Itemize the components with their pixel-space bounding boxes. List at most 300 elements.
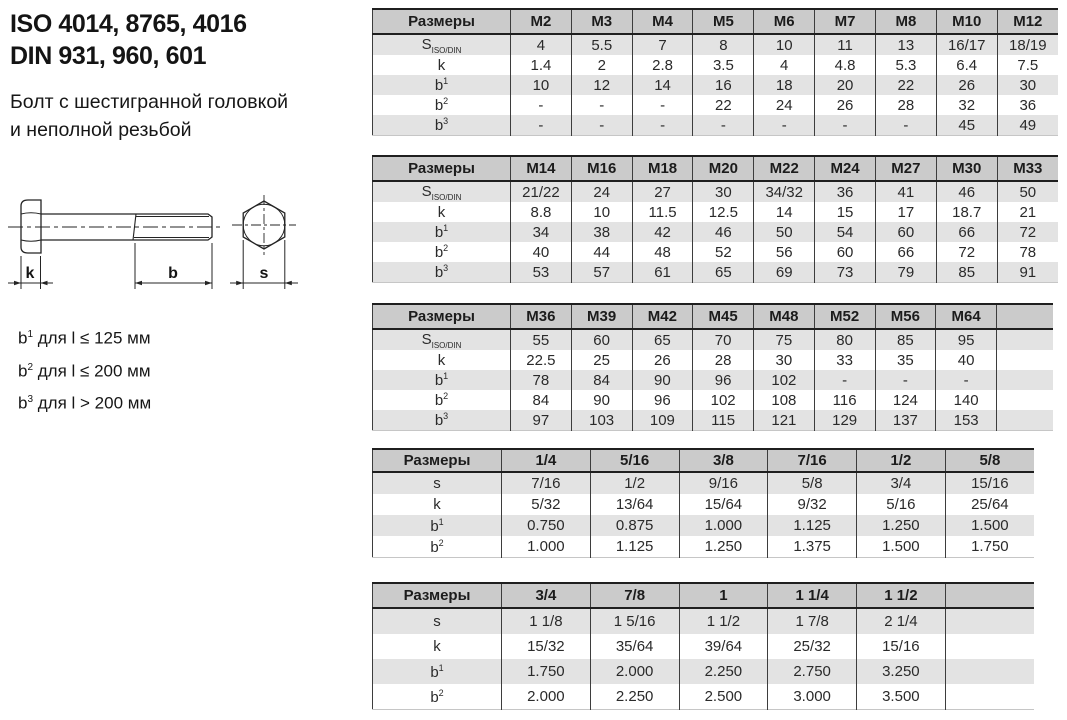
table-cell: 22	[875, 75, 936, 95]
footnote-line: $b^1$ для l ≤ 125 мм	[18, 328, 151, 348]
row-label: s	[373, 608, 502, 634]
description-line-1: Болт с шестигранной головкой	[10, 91, 289, 113]
din-standards-line: DIN 931, 960, 601	[10, 42, 207, 70]
table-header-size: M2	[511, 9, 572, 34]
row-label: $S_{ISO/DIN}$	[373, 181, 511, 202]
table-cell-empty	[945, 684, 1034, 710]
table-header-size: M36	[511, 304, 572, 329]
table-cell: 96	[693, 370, 754, 390]
table-cell: 18/19	[997, 34, 1058, 55]
table-cell: 9/32	[768, 494, 857, 515]
table-header-size: M39	[571, 304, 632, 329]
table-cell: 78	[997, 242, 1058, 262]
table-cell: 50	[754, 222, 815, 242]
table-cell: 95	[936, 329, 997, 350]
table-cell: 28	[693, 350, 754, 370]
arrowhead	[285, 281, 292, 286]
table-cell: 3.000	[768, 684, 857, 710]
table-cell: 1.500	[857, 536, 946, 558]
table-header-empty	[997, 304, 1054, 329]
table-cell: 15/64	[679, 494, 768, 515]
table-cell: 75	[754, 329, 815, 350]
table-cell: 7.5	[997, 55, 1058, 75]
table-cell: 25/64	[945, 494, 1034, 515]
row-label: $b^1$	[373, 515, 502, 536]
table-cell: 69	[754, 262, 815, 283]
table-cell: 91	[997, 262, 1058, 283]
table-cell: 124	[875, 390, 936, 410]
table-header-size: M4	[632, 9, 693, 34]
table-cell: 60	[815, 242, 876, 262]
table-inch-threequarter-to-oneandhalf	[372, 582, 1034, 710]
table-cell: 102	[754, 370, 815, 390]
table-cell: 1.250	[857, 515, 946, 536]
table-cell: -	[511, 115, 572, 136]
table-cell: 4	[754, 55, 815, 75]
bolt-end-view	[232, 195, 296, 255]
table-header-size: 1 1/4	[768, 583, 857, 608]
table-metric-m36-m64	[372, 303, 1053, 431]
table-cell: 48	[632, 242, 693, 262]
table-row	[373, 410, 1054, 431]
table-cell: 2.750	[768, 659, 857, 684]
table-cell: 3.250	[857, 659, 946, 684]
row-label: $b^1$	[373, 222, 511, 242]
row-label: k	[437, 203, 446, 221]
table-cell: 20	[815, 75, 876, 95]
table-row	[373, 370, 1054, 390]
row-label: s	[373, 472, 502, 494]
row-label: $b^2$	[434, 243, 449, 261]
footnote-line: $b^3$ для l > 200 мм	[18, 393, 152, 413]
table-row	[373, 329, 1054, 350]
table-cell: 9/16	[679, 472, 768, 494]
table-cell: 78	[511, 370, 572, 390]
table-header-size: M48	[754, 304, 815, 329]
table-cell: 12	[571, 75, 632, 95]
table-header-size: M5	[693, 9, 754, 34]
footnotes	[18, 320, 151, 418]
table-cell: 52	[693, 242, 754, 262]
table-cell-empty	[997, 370, 1054, 390]
table-cell: 1.250	[679, 536, 768, 558]
table-cell: 61	[632, 262, 693, 283]
table-cell: 5.5	[571, 34, 632, 55]
table-cell: 73	[815, 262, 876, 283]
row-label: k	[433, 496, 441, 513]
table-cell-empty	[997, 350, 1054, 370]
table-cell: 97	[511, 410, 572, 431]
table-cell: -	[571, 115, 632, 136]
table-header-size: M64	[936, 304, 997, 329]
bolt-head-facet-top	[21, 213, 41, 214]
table-header-size: M56	[875, 304, 936, 329]
table-cell: 32	[936, 95, 997, 115]
iso-standards-line: ISO 4014, 8765, 4016	[10, 10, 247, 38]
table-cell: 21/22	[511, 181, 572, 202]
table-cell: 1 5/16	[590, 608, 679, 634]
table-cell: 2.250	[590, 684, 679, 710]
table-cell: 90	[632, 370, 693, 390]
table-cell: 40	[511, 242, 572, 262]
table-cell: 85	[936, 262, 997, 283]
table-header-size: 5/8	[945, 449, 1034, 472]
row-label: $b^3$	[373, 262, 511, 283]
table-cell: 84	[571, 370, 632, 390]
table-cell: 1.000	[502, 536, 591, 558]
table-cell: 10	[754, 34, 815, 55]
table-row	[373, 684, 1035, 710]
table-cell: 103	[571, 410, 632, 431]
table-header-size: M52	[814, 304, 875, 329]
table-cell: 153	[936, 410, 997, 431]
table-cell: 1.375	[768, 536, 857, 558]
table-header-empty	[945, 583, 1034, 608]
table-cell: 7	[632, 34, 693, 55]
table-row	[373, 472, 1035, 494]
table-cell: 4.8	[815, 55, 876, 75]
table-row	[373, 494, 1035, 515]
table-cell: 28	[875, 95, 936, 115]
table-cell: 34	[511, 222, 572, 242]
table-cell: 109	[632, 410, 693, 431]
table-row	[373, 536, 1035, 558]
table-row	[373, 95, 1059, 115]
table-cell: 80	[814, 329, 875, 350]
table-cell: 11.5	[632, 202, 693, 222]
table-cell: 15/16	[945, 472, 1034, 494]
table-cell: 5/32	[502, 494, 591, 515]
table-cell: -	[632, 115, 693, 136]
row-label: k	[437, 351, 446, 369]
table-cell: 16	[693, 75, 754, 95]
dimension-b	[135, 243, 212, 289]
table-header-size: M20	[693, 156, 754, 181]
table-header-size: 3/8	[679, 449, 768, 472]
table-cell: 3.5	[693, 55, 754, 75]
table-cell: 102	[693, 390, 754, 410]
table-cell: 90	[571, 390, 632, 410]
table-cell: 15	[815, 202, 876, 222]
table-row	[373, 34, 1059, 55]
table-header-size: M8	[875, 9, 936, 34]
table-cell: 2.000	[590, 659, 679, 684]
table-cell: 17	[875, 202, 936, 222]
table-cell: 137	[875, 410, 936, 431]
description-line-2: и неполной резьбой	[10, 119, 192, 141]
table-cell: 46	[936, 181, 997, 202]
table-cell: 5/16	[857, 494, 946, 515]
table-cell: 35/64	[590, 634, 679, 659]
bolt-technical-drawing	[2, 190, 332, 312]
table-cell: 24	[754, 95, 815, 115]
table-cell: 13	[875, 34, 936, 55]
table-cell: 30	[754, 350, 815, 370]
table-cell-empty	[945, 634, 1034, 659]
table-row	[373, 115, 1059, 136]
table-cell: 2 1/4	[857, 608, 946, 634]
table-row	[373, 242, 1059, 262]
table-row	[373, 634, 1035, 659]
table-cell: -	[875, 370, 936, 390]
table-header-size: 1	[679, 583, 768, 608]
table-cell: -	[814, 370, 875, 390]
table-inch-quarter-to-fiveeighths	[372, 448, 1034, 558]
table-cell: 39/64	[679, 634, 768, 659]
table-cell: 33	[814, 350, 875, 370]
table-row	[373, 75, 1059, 95]
table-header-size: 3/4	[502, 583, 591, 608]
table-header-size: 7/16	[768, 449, 857, 472]
table-cell: 54	[815, 222, 876, 242]
table-cell: 21	[997, 202, 1058, 222]
table-cell: 3.500	[857, 684, 946, 710]
bolt-head-facet-bottom	[21, 240, 41, 241]
row-label: $b^1$	[373, 370, 511, 390]
table-cell: 1.4	[511, 55, 572, 75]
row-label: $S_{ISO/DIN}$	[373, 34, 511, 55]
row-label: k	[433, 638, 441, 655]
table-header-size: M22	[754, 156, 815, 181]
table-cell: 5.3	[875, 55, 936, 75]
table-header-dimensions: Размеры	[373, 156, 511, 181]
dimension-k-label: k	[25, 265, 35, 282]
table-header-size: M7	[815, 9, 876, 34]
table-cell: 2.500	[679, 684, 768, 710]
table-cell: 121	[754, 410, 815, 431]
table-cell: 15/32	[502, 634, 591, 659]
table-cell: 79	[875, 262, 936, 283]
row-label: $b^3$	[373, 115, 511, 136]
bolt-side-view	[8, 200, 224, 253]
table-cell: 85	[875, 329, 936, 350]
arrowhead	[41, 281, 48, 286]
table-cell: 5/8	[768, 472, 857, 494]
table-cell: 13/64	[590, 494, 679, 515]
table-cell: -	[875, 115, 936, 136]
dimension-b-label: b	[168, 265, 178, 282]
table-cell: 30	[997, 75, 1058, 95]
table-header-row	[373, 583, 1035, 608]
table-cell: 72	[936, 242, 997, 262]
table-cell: 1.000	[679, 515, 768, 536]
table-cell: 72	[997, 222, 1058, 242]
table-cell: 27	[632, 181, 693, 202]
table-cell-empty	[945, 659, 1034, 684]
table-cell: 18.7	[936, 202, 997, 222]
table-cell: 57	[571, 262, 632, 283]
table-cell: 140	[936, 390, 997, 410]
table-cell: 26	[815, 95, 876, 115]
table-cell: 14	[754, 202, 815, 222]
table-cell: 96	[632, 390, 693, 410]
row-label: $S_{ISO/DIN}$	[373, 329, 511, 350]
table-header-size: M42	[632, 304, 693, 329]
table-cell: 0.875	[590, 515, 679, 536]
table-cell: 70	[693, 329, 754, 350]
table-cell: 2.8	[632, 55, 693, 75]
table-cell: 1.500	[945, 515, 1034, 536]
table-cell: 60	[875, 222, 936, 242]
table-cell: 18	[754, 75, 815, 95]
table-cell: 55	[511, 329, 572, 350]
table-cell: 1.750	[945, 536, 1034, 558]
table-cell: 22.5	[511, 350, 572, 370]
table-cell: -	[632, 95, 693, 115]
table-header-dimensions: Размеры	[373, 304, 511, 329]
table-cell: 25/32	[768, 634, 857, 659]
table-cell: 26	[936, 75, 997, 95]
table-header-size: 1 1/2	[857, 583, 946, 608]
table-cell: 2	[571, 55, 632, 75]
table-cell: 42	[632, 222, 693, 242]
table-cell: 41	[875, 181, 936, 202]
table-cell-empty	[997, 410, 1054, 431]
table-cell: 129	[814, 410, 875, 431]
table-cell: 56	[754, 242, 815, 262]
bolt-head-outline	[21, 200, 41, 253]
table-cell: 8	[693, 34, 754, 55]
table-cell: 2.250	[679, 659, 768, 684]
table-cell: 7/16	[502, 472, 591, 494]
table-cell: 40	[936, 350, 997, 370]
table-cell: 50	[997, 181, 1058, 202]
table-cell: 115	[693, 410, 754, 431]
table-cell: 36	[815, 181, 876, 202]
arrowhead	[205, 281, 212, 286]
table-row	[373, 181, 1059, 202]
table-cell: 11	[815, 34, 876, 55]
row-label: $b^2$	[430, 687, 444, 706]
table-header-dimensions: Размеры	[373, 583, 502, 608]
table-cell: -	[693, 115, 754, 136]
table-cell: -	[754, 115, 815, 136]
table-header-size: 7/8	[590, 583, 679, 608]
table-cell: 44	[571, 242, 632, 262]
table-metric-m14-m33	[372, 155, 1058, 283]
table-cell: 8.8	[511, 202, 572, 222]
standards-title	[10, 8, 247, 72]
table-header-dimensions: Размеры	[373, 9, 511, 34]
dimension-s-label: s	[259, 265, 269, 282]
table-cell: 66	[936, 222, 997, 242]
table-cell: 36	[997, 95, 1058, 115]
arrowhead	[236, 281, 243, 286]
table-cell: 1.750	[502, 659, 591, 684]
table-cell: 22	[693, 95, 754, 115]
table-header-size: M18	[632, 156, 693, 181]
row-label: $b^1$	[373, 659, 502, 684]
table-header-size: M24	[815, 156, 876, 181]
table-cell: 1/2	[590, 472, 679, 494]
table-cell: 4	[511, 34, 572, 55]
table-cell: 116	[814, 390, 875, 410]
table-cell: 1 1/2	[679, 608, 768, 634]
table-cell: 14	[632, 75, 693, 95]
table-cell: 46	[693, 222, 754, 242]
table-row	[373, 659, 1035, 684]
table-header-size: M10	[936, 9, 997, 34]
table-header-size: M12	[997, 9, 1058, 34]
table-row	[373, 350, 1054, 370]
table-row	[373, 202, 1059, 222]
table-cell: 1.125	[768, 515, 857, 536]
table-header-size: M45	[693, 304, 754, 329]
table-header-row	[373, 156, 1059, 181]
table-cell: 10	[511, 75, 572, 95]
table-header-size: M27	[875, 156, 936, 181]
table-cell-empty	[997, 390, 1054, 410]
table-cell: 0.750	[502, 515, 591, 536]
table-cell: 66	[875, 242, 936, 262]
table-header-row	[373, 9, 1059, 34]
table-row	[373, 515, 1035, 536]
table-header-size: 1/2	[857, 449, 946, 472]
table-cell: 1 7/8	[768, 608, 857, 634]
dimension-k	[8, 256, 53, 289]
table-cell: 30	[693, 181, 754, 202]
row-label: $b^3$	[373, 410, 511, 431]
table-row	[373, 390, 1054, 410]
table-cell: -	[571, 95, 632, 115]
table-cell: -	[936, 370, 997, 390]
table-cell: 24	[571, 181, 632, 202]
table-row	[373, 222, 1059, 242]
table-cell: 12.5	[693, 202, 754, 222]
table-cell-empty	[945, 608, 1034, 634]
table-cell: 65	[693, 262, 754, 283]
table-header-size: M14	[511, 156, 572, 181]
table-cell: 10	[571, 202, 632, 222]
table-header-row	[373, 304, 1054, 329]
table-cell: 1.125	[590, 536, 679, 558]
row-label: $b^2$	[434, 391, 449, 409]
table-cell: 16/17	[936, 34, 997, 55]
table-cell: 84	[511, 390, 572, 410]
arrowhead	[14, 281, 21, 286]
table-header-size: 1/4	[502, 449, 591, 472]
table-row	[373, 262, 1059, 283]
table-header-size: M3	[571, 9, 632, 34]
table-header-size: M6	[754, 9, 815, 34]
table-cell: -	[511, 95, 572, 115]
table-row	[373, 55, 1059, 75]
table-cell: 3/4	[857, 472, 946, 494]
table-cell: 38	[571, 222, 632, 242]
table-cell: 25	[571, 350, 632, 370]
table-cell: 1 1/8	[502, 608, 591, 634]
table-cell: 15/16	[857, 634, 946, 659]
row-label: k	[437, 56, 446, 74]
row-label: $b^2$	[430, 537, 444, 556]
table-header-size: 5/16	[590, 449, 679, 472]
table-cell: 45	[936, 115, 997, 136]
footnote-line: $b^2$ для l ≤ 200 мм	[18, 361, 151, 381]
table-cell: 53	[511, 262, 572, 283]
table-header-row	[373, 449, 1035, 472]
table-cell: 26	[632, 350, 693, 370]
arrowhead	[135, 281, 142, 286]
table-metric-m2-m12	[372, 8, 1058, 136]
table-row	[373, 608, 1035, 634]
table-cell: 35	[875, 350, 936, 370]
row-label: $b^1$	[373, 75, 511, 95]
table-cell-empty	[997, 329, 1054, 350]
table-header-dimensions: Размеры	[373, 449, 502, 472]
table-cell: -	[815, 115, 876, 136]
row-label: $b^2$	[434, 96, 449, 114]
table-cell: 108	[754, 390, 815, 410]
